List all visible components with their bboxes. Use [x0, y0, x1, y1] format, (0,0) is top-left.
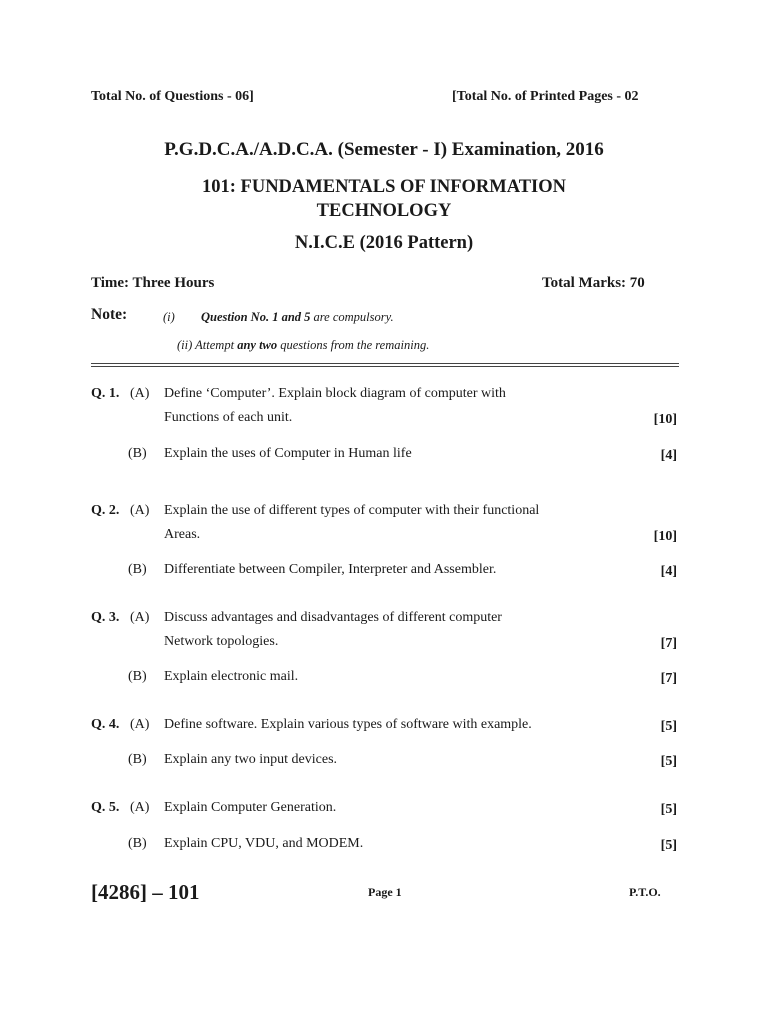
- question-text-line: Functions of each unit.: [164, 410, 293, 425]
- question-part-label: (A): [130, 610, 150, 625]
- question-text-line: Explain the use of different types of computer with their functional: [164, 503, 540, 518]
- note-item-2: [177, 338, 429, 353]
- total-marks: Total Marks: 70: [542, 275, 645, 291]
- question-part-label: (A): [130, 503, 150, 518]
- exam-title: P.G.D.C.A./A.D.C.A. (Semester - I) Examination, 2016: [164, 139, 604, 160]
- question-part-label: (A): [130, 386, 150, 401]
- question-text-line: Define ‘Computer’. Explain block diagram of computer with: [164, 386, 506, 401]
- question-text-line: Explain the uses of Computer in Human life: [164, 446, 412, 461]
- marks-badge: [4]: [660, 448, 677, 463]
- question-part-label: (B): [128, 752, 147, 767]
- note-item-1: [201, 310, 394, 325]
- question-number: Q. 1.: [91, 386, 120, 401]
- question-number: Q. 5.: [91, 800, 120, 815]
- subject-title-line1: 101: FUNDAMENTALS OF INFORMATION: [202, 177, 566, 197]
- divider-bottom: [91, 366, 679, 367]
- marks-badge: [5]: [660, 754, 677, 769]
- question-number: Q. 2.: [91, 503, 120, 518]
- question-part-label: (B): [128, 562, 147, 577]
- question-text-line: Network topologies.: [164, 634, 279, 649]
- question-number: Q. 4.: [91, 717, 120, 732]
- marks-badge: [5]: [660, 802, 677, 817]
- divider-top: [91, 363, 679, 364]
- question-part-label: (B): [128, 446, 147, 461]
- question-text-line: Explain any two input devices.: [164, 752, 338, 767]
- question-text-line: Areas.: [164, 527, 201, 542]
- pto-label: P.T.O.: [629, 885, 661, 899]
- marks-badge: [4]: [660, 564, 677, 579]
- total-questions: Total No. of Questions - 06]: [91, 89, 254, 104]
- question-text-line: Discuss advantages and disadvantages of different computer: [164, 610, 502, 625]
- question-part-label: (B): [128, 836, 147, 851]
- marks-badge: [7]: [660, 671, 677, 686]
- pattern-title: N.I.C.E (2016 Pattern): [294, 233, 474, 253]
- total-pages: [Total No. of Printed Pages - 02: [452, 89, 639, 104]
- note-item-2-rest: questions from the remaining.: [277, 338, 430, 352]
- marks-badge: [5]: [660, 838, 677, 853]
- question-text-line: Explain CPU, VDU, and MODEM.: [164, 836, 364, 851]
- question-part-label: (A): [130, 717, 150, 732]
- marks-badge: [10]: [653, 412, 677, 427]
- note-item-2-pre: (ii) Attempt: [177, 338, 238, 352]
- exam-time: Time: Three Hours: [91, 275, 215, 291]
- question-text-line: Differentiate between Compiler, Interpreter and Assembler.: [164, 562, 497, 577]
- note-item-1-number: (i): [163, 310, 175, 324]
- note-item-1-rest: are compulsory.: [310, 310, 394, 324]
- subject-title-line2: TECHNOLOGY: [316, 201, 452, 221]
- question-part-label: (B): [128, 669, 147, 684]
- question-part-label: (A): [130, 800, 150, 815]
- marks-badge: [10]: [653, 529, 677, 544]
- question-text-line: Explain Computer Generation.: [164, 800, 337, 815]
- marks-badge: [5]: [660, 719, 677, 734]
- question-text-line: Explain electronic mail.: [164, 669, 299, 684]
- question-number: Q. 3.: [91, 610, 120, 625]
- note-label: Note:: [91, 306, 128, 323]
- paper-code: [4286] – 101: [91, 880, 200, 904]
- marks-badge: [7]: [660, 636, 677, 651]
- note-item-2-bold: any two: [237, 338, 278, 352]
- page-number: Page 1: [368, 885, 402, 899]
- note-item-1-bold: Question No. 1 and 5: [201, 310, 311, 324]
- question-text-line: Define software. Explain various types of software with example.: [164, 717, 532, 732]
